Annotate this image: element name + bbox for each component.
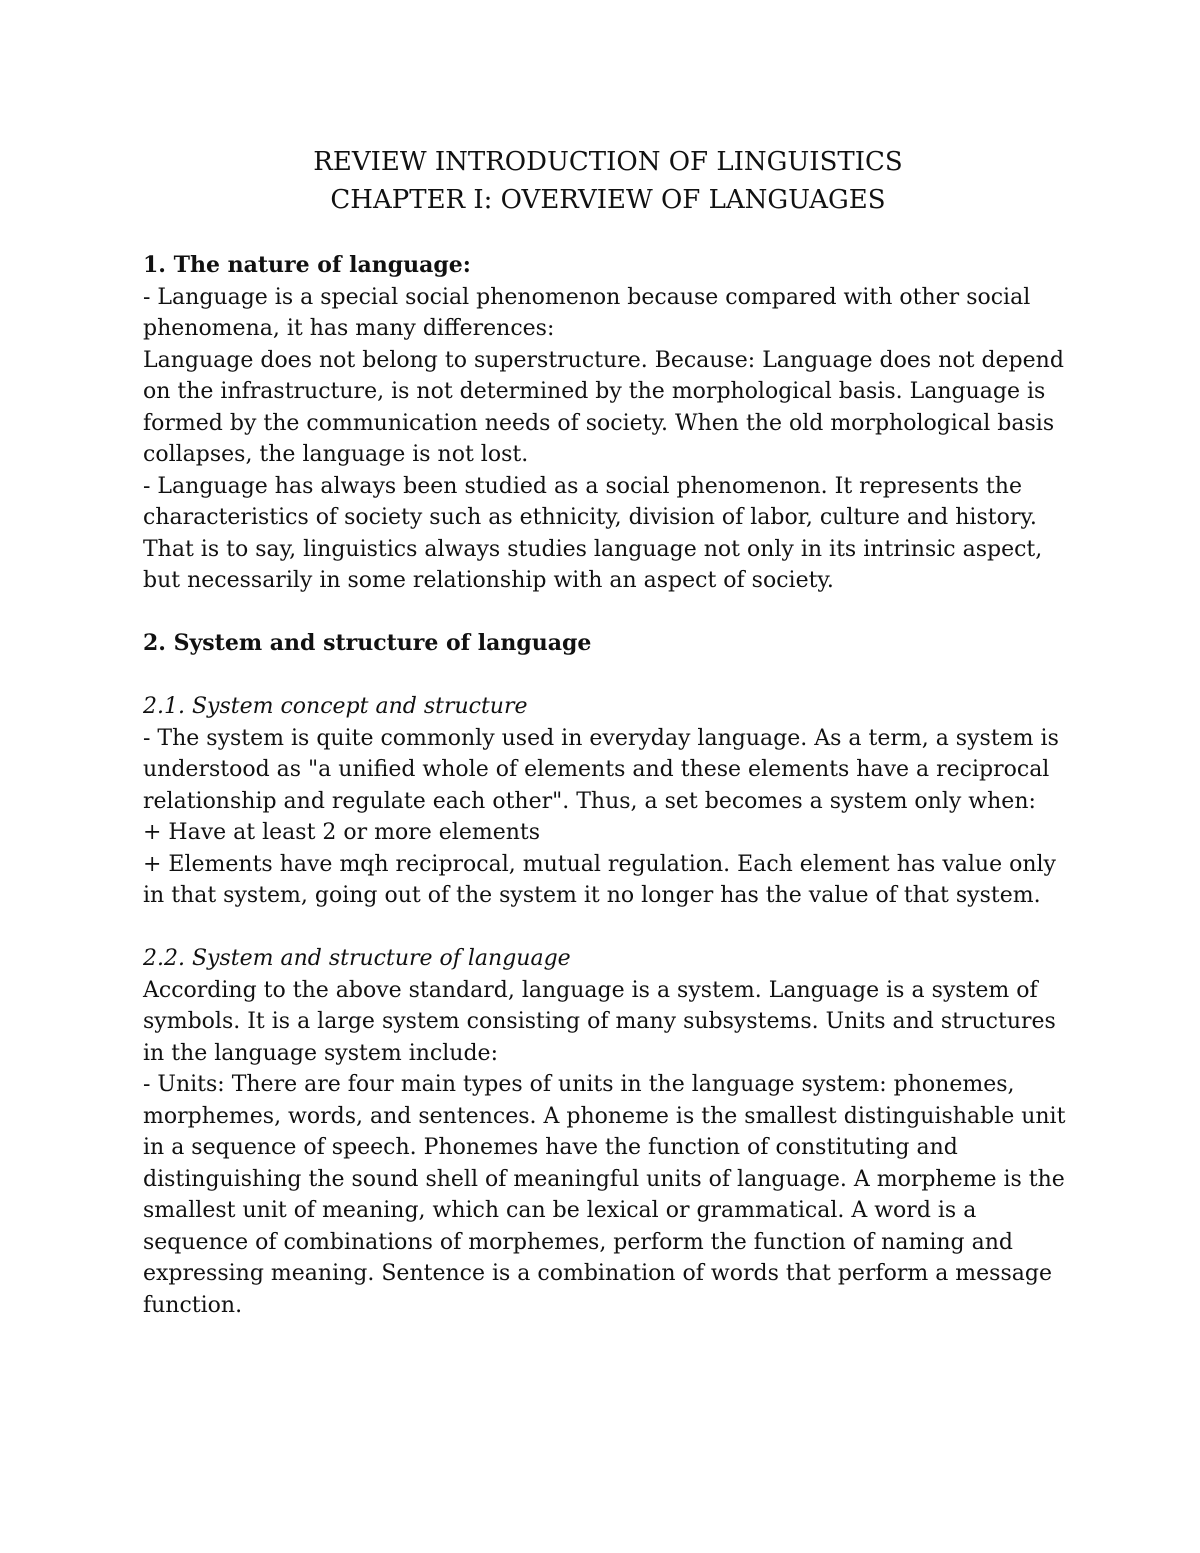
section-2-1-paragraph-1: - The system is quite commonly used in everyday language. As a term, a system is understood as "a unified whole of elements and these elements have a reciprocal relationship and regulate each other". Thus, a set becomes a system only when: xyxy=(143,725,1059,814)
section-2-2-heading: 2.2. System and structure of language xyxy=(143,946,571,971)
section-1-paragraph-3: - Language has always been studied as a social phenomenon. It represents the characteristics of society such as ethnicity, division of labor, culture and history. That is to say, linguistics always studies language not only in its intrinsic aspect, but necessarily in some relationship with an aspect of society. xyxy=(143,473,1043,593)
chapter-title: CHAPTER I: OVERVIEW OF LANGUAGES xyxy=(330,185,886,215)
section-2-1-paragraph-3: + Elements have mqh reciprocal, mutual regulation. Each element has value only in that system, going out of the system it no longer has the value of that system. xyxy=(143,851,1056,908)
spacer xyxy=(143,597,1073,629)
section-2-heading: 2. System and structure of language xyxy=(143,630,592,656)
spacer xyxy=(143,912,1073,944)
document-page xyxy=(143,143,1073,1321)
section-1-paragraph-1: - Language is a special social phenomenon because compared with other social phenomena, it has many differences: xyxy=(143,284,1031,341)
spacer xyxy=(143,660,1073,692)
document-title: REVIEW INTRODUCTION OF LINGUISTICS xyxy=(313,147,903,177)
section-2-2-paragraph-2: - Units: There are four main types of units in the language system: phonemes, morphemes, words, and sentences. A phoneme is the smallest distinguishable unit in a sequence of speech. Phonemes have the function of constituting and distinguishing the sound shell of meaningful units of language. A morpheme is the smallest unit of meaning, which can be lexical or grammatical. A word is a sequence of combinations of morphemes, perform the function of naming and expressing meaning. Sentence is a combination of words that perform a message function. xyxy=(143,1072,1066,1318)
section-2-1-paragraph-2: + Have at least 2 or more elements xyxy=(143,820,541,845)
section-2-2-paragraph-1: According to the above standard, language is a system. Language is a system of symbols. It is a large system consisting of many subsystems. Units and structures in the language system include: xyxy=(143,977,1056,1066)
section-1-paragraph-2: Language does not belong to superstructure. Because: Language does not depend on the infrastructure, is not determined by the morphological basis. Language is formed by the communication needs of society. When the old morphological basis collapses, the language is not lost. xyxy=(143,347,1064,467)
section-1-heading: 1. The nature of language: xyxy=(143,252,471,278)
title-block xyxy=(143,143,1073,219)
section-2-1-heading: 2.1. System concept and structure xyxy=(143,694,528,719)
